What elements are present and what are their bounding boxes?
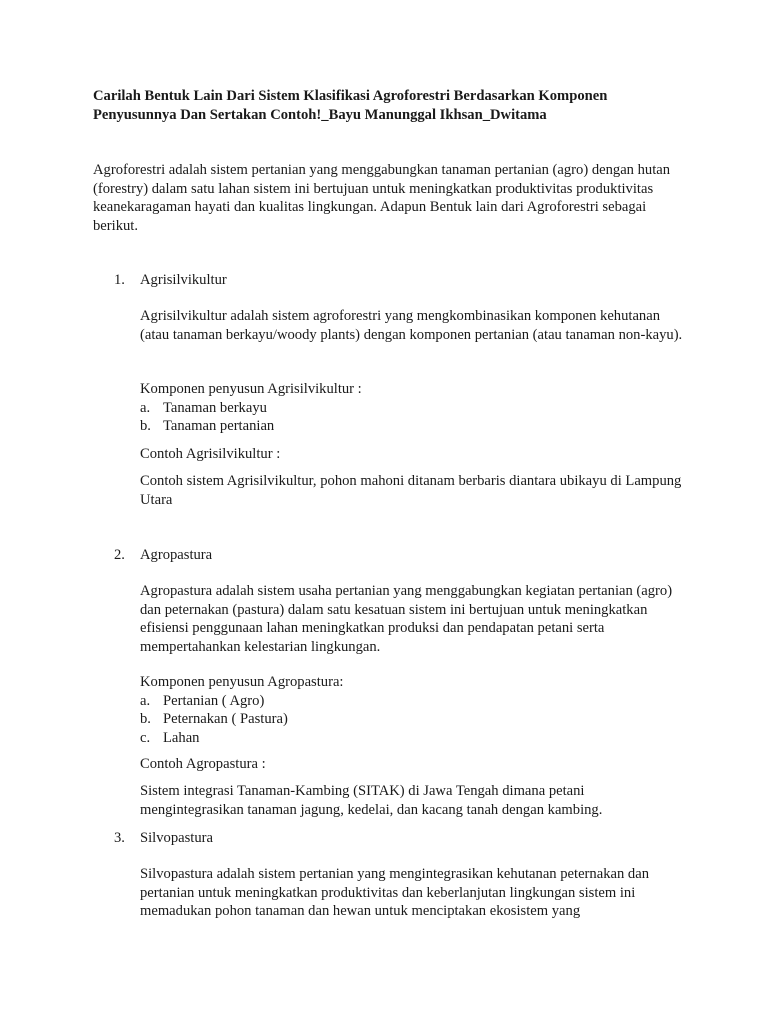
section-heading-silvopastura: Silvopastura — [140, 830, 213, 846]
list-item — [140, 729, 685, 748]
list-item-text: Peternakan ( Pastura) — [163, 711, 288, 727]
section-heading-agrisilvikultur: Agrisilvikultur — [140, 272, 227, 288]
list-item — [140, 417, 685, 436]
section-number-1: 1. — [114, 272, 125, 288]
agrisilvikultur-definition: Agrisilvikultur adalah sistem agroforestri yang mengkombinasikan komponen kehutanan (atau tanaman berkayu/woody plants) dengan komponen pertanian (atau tanaman non-kayu). — [140, 308, 683, 343]
agropastura-example-label: Contoh Agropastura : — [140, 756, 266, 772]
intro-paragraph: Agroforestri adalah sistem pertanian yang menggabungkan tanaman pertanian (agro) dengan hutan (forestry) dalam satu lahan sistem ini bertujuan untuk meningkatkan produktivitas produktivitas keanekaragaman hayati dan kualitas lingkungan. Adapun Bentuk lain dari Agroforestri sebagai berikut. — [93, 162, 671, 234]
list-item — [140, 710, 685, 729]
agropastura-definition: Agropastura adalah sistem usaha pertanian yang menggabungkan kegiatan pertanian (agro) dan peternakan (pastura) dalam satu kesatuan sistem ini bertujuan untuk meningkatkan efisiensi penggunaan lahan meningkatkan produksi dan pendapatan petani serta mempertahankan kelestarian lingkungan. — [140, 583, 673, 655]
agrisilvikultur-example: Contoh sistem Agrisilvikultur, pohon mahoni ditanam berbaris diantara ubikayu di Lampung Utara — [140, 473, 682, 508]
section-number-2: 2. — [114, 547, 125, 563]
list-marker: c. — [140, 729, 151, 746]
list-item-text: Lahan — [163, 729, 200, 746]
section-heading-agropastura: Agropastura — [140, 547, 213, 563]
list-item-text: Pertanian ( Agro) — [163, 692, 265, 709]
silvopastura-definition: Silvopastura adalah sistem pertanian yang mengintegrasikan kehutanan peternakan dan pertanian untuk meningkatkan produktivitas dan keberlanjutan lingkungan sistem ini memadukan pohon tanaman dan hewan untuk menciptakan ekosistem yang — [140, 866, 649, 919]
list-item — [140, 399, 685, 418]
list-item-text: Tanaman berkayu — [163, 399, 267, 416]
list-marker: a. — [140, 692, 151, 709]
components-label: Komponen penyusun Agropastura: — [140, 674, 344, 690]
list-item-text: Tanaman pertanian — [163, 418, 275, 434]
list-marker: b. — [140, 418, 151, 434]
document-title: Carilah Bentuk Lain Dari Sistem Klasifikasi Agroforestri Berdasarkan Komponen Penyusunnya Dan Sertakan Contoh!_Bayu Manunggal Ikhsan_Dwitama — [93, 88, 608, 123]
list-marker: a. — [140, 399, 151, 416]
list-marker: b. — [140, 711, 151, 727]
agrisilvikultur-example-label: Contoh Agrisilvikultur : — [140, 446, 281, 462]
components-label: Komponen penyusun Agrisilvikultur : — [140, 381, 362, 397]
section-number-3: 3. — [114, 830, 125, 846]
list-item — [140, 692, 685, 711]
agropastura-components — [140, 673, 685, 747]
agropastura-example: Sistem integrasi Tanaman-Kambing (SITAK) di Jawa Tengah dimana petani mengintegrasikan tanaman jagung, kedelai, dan kacang tanah dengan kambing. — [140, 783, 603, 818]
agrisilvikultur-components — [140, 380, 685, 436]
